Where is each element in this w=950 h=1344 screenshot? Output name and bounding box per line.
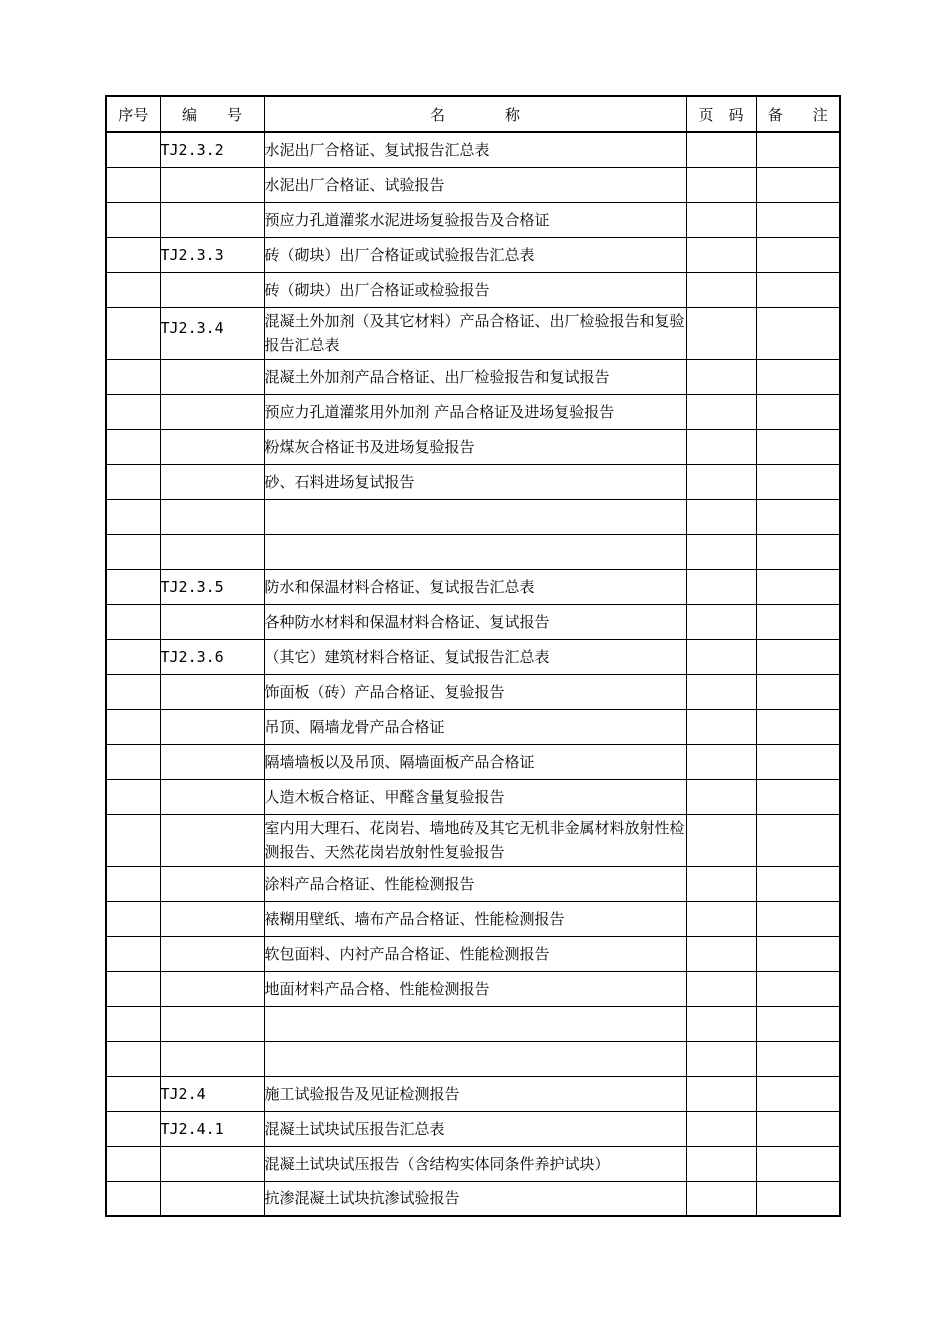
cell-serial-number — [106, 744, 160, 779]
table-row — [106, 499, 840, 534]
cell-code: TJ2.3.2 — [160, 132, 264, 167]
cell-code — [160, 709, 264, 744]
cell-code — [160, 534, 264, 569]
table-row — [106, 866, 840, 901]
cell-serial-number — [106, 936, 160, 971]
cell-remarks — [756, 709, 840, 744]
cell-name: 地面材料产品合格、性能检测报告 — [264, 971, 686, 1006]
cell-page-number — [686, 901, 756, 936]
cell-serial-number — [106, 237, 160, 272]
cell-remarks — [756, 814, 840, 866]
cell-name: 施工试验报告及见证检测报告 — [264, 1076, 686, 1111]
cell-serial-number — [106, 709, 160, 744]
table-body — [106, 132, 840, 1216]
table-row — [106, 167, 840, 202]
cell-code — [160, 499, 264, 534]
cell-serial-number — [106, 272, 160, 307]
table-row — [106, 936, 840, 971]
cell-serial-number — [106, 674, 160, 709]
header-remarks: 备 注 — [756, 96, 840, 132]
cell-name: 吊顶、隔墙龙骨产品合格证 — [264, 709, 686, 744]
cell-page-number — [686, 202, 756, 237]
cell-page-number — [686, 272, 756, 307]
cell-code: TJ2.3.4 — [160, 307, 264, 359]
cell-remarks — [756, 429, 840, 464]
cell-remarks — [756, 1181, 840, 1216]
cell-name: 防水和保温材料合格证、复试报告汇总表 — [264, 569, 686, 604]
cell-remarks — [756, 1111, 840, 1146]
cell-name: 饰面板（砖）产品合格证、复验报告 — [264, 674, 686, 709]
cell-name: 预应力孔道灌浆用外加剂 产品合格证及进场复验报告 — [264, 394, 686, 429]
cell-page-number — [686, 1146, 756, 1181]
cell-serial-number — [106, 499, 160, 534]
cell-remarks — [756, 639, 840, 674]
cell-page-number — [686, 866, 756, 901]
cell-code — [160, 464, 264, 499]
table-row — [106, 394, 840, 429]
cell-name: （其它）建筑材料合格证、复试报告汇总表 — [264, 639, 686, 674]
table-row — [106, 1041, 840, 1076]
cell-serial-number — [106, 1041, 160, 1076]
cell-remarks — [756, 272, 840, 307]
cell-page-number — [686, 499, 756, 534]
table-row — [106, 901, 840, 936]
cell-code — [160, 1006, 264, 1041]
cell-page-number — [686, 394, 756, 429]
cell-name: 砖（砌块）出厂合格证或试验报告汇总表 — [264, 237, 686, 272]
cell-page-number — [686, 674, 756, 709]
cell-page-number — [686, 569, 756, 604]
cell-page-number — [686, 307, 756, 359]
cell-name — [264, 534, 686, 569]
cell-remarks — [756, 569, 840, 604]
header-code: 编 号 — [160, 96, 264, 132]
table-row — [106, 1181, 840, 1216]
table-row — [106, 604, 840, 639]
cell-code — [160, 167, 264, 202]
cell-serial-number — [106, 429, 160, 464]
cell-code — [160, 814, 264, 866]
cell-page-number — [686, 167, 756, 202]
table-row — [106, 971, 840, 1006]
header-page-number: 页 码 — [686, 96, 756, 132]
cell-code — [160, 202, 264, 237]
cell-page-number — [686, 639, 756, 674]
cell-serial-number — [106, 464, 160, 499]
cell-remarks — [756, 167, 840, 202]
cell-name: 混凝土试块试压报告（含结构实体同条件养护试块） — [264, 1146, 686, 1181]
cell-remarks — [756, 464, 840, 499]
cell-name: 水泥出厂合格证、复试报告汇总表 — [264, 132, 686, 167]
cell-code — [160, 674, 264, 709]
cell-page-number — [686, 1006, 756, 1041]
cell-name: 水泥出厂合格证、试验报告 — [264, 167, 686, 202]
cell-code — [160, 936, 264, 971]
cell-serial-number — [106, 167, 160, 202]
cell-serial-number — [106, 814, 160, 866]
table-row — [106, 464, 840, 499]
cell-name: 室内用大理石、花岗岩、墙地砖及其它无机非金属材料放射性检测报告、天然花岗岩放射性复验报告 — [264, 814, 686, 866]
cell-code — [160, 779, 264, 814]
cell-name: 粉煤灰合格证书及进场复验报告 — [264, 429, 686, 464]
cell-name — [264, 1006, 686, 1041]
table-row — [106, 814, 840, 866]
cell-page-number — [686, 1181, 756, 1216]
cell-page-number — [686, 814, 756, 866]
cell-serial-number — [106, 779, 160, 814]
cell-remarks — [756, 779, 840, 814]
cell-name: 混凝土外加剂（及其它材料）产品合格证、出厂检验报告和复验报告汇总表 — [264, 307, 686, 359]
cell-serial-number — [106, 534, 160, 569]
cell-page-number — [686, 971, 756, 1006]
cell-remarks — [756, 1146, 840, 1181]
table-row — [106, 132, 840, 167]
cell-serial-number — [106, 1181, 160, 1216]
table-row — [106, 1076, 840, 1111]
header-serial-number: 序号 — [106, 96, 160, 132]
header-row — [106, 96, 840, 132]
cell-name: 混凝土外加剂产品合格证、出厂检验报告和复试报告 — [264, 359, 686, 394]
cell-page-number — [686, 237, 756, 272]
cell-name: 预应力孔道灌浆水泥进场复验报告及合格证 — [264, 202, 686, 237]
table-row — [106, 202, 840, 237]
cell-code — [160, 394, 264, 429]
cell-name: 裱糊用壁纸、墙布产品合格证、性能检测报告 — [264, 901, 686, 936]
cell-serial-number — [106, 901, 160, 936]
cell-name: 混凝土试块试压报告汇总表 — [264, 1111, 686, 1146]
cell-remarks — [756, 202, 840, 237]
cell-page-number — [686, 936, 756, 971]
cell-serial-number — [106, 1146, 160, 1181]
cell-name: 隔墙墙板以及吊顶、隔墙面板产品合格证 — [264, 744, 686, 779]
table-row — [106, 534, 840, 569]
cell-page-number — [686, 1076, 756, 1111]
cell-serial-number — [106, 394, 160, 429]
table-row — [106, 429, 840, 464]
cell-page-number — [686, 464, 756, 499]
table-row — [106, 1146, 840, 1181]
cell-name: 软包面料、内衬产品合格证、性能检测报告 — [264, 936, 686, 971]
cell-code — [160, 971, 264, 1006]
cell-name: 砖（砌块）出厂合格证或检验报告 — [264, 272, 686, 307]
header-name: 名 称 — [264, 96, 686, 132]
cell-name: 各种防水材料和保温材料合格证、复试报告 — [264, 604, 686, 639]
cell-serial-number — [106, 1006, 160, 1041]
cell-page-number — [686, 709, 756, 744]
table-row — [106, 569, 840, 604]
cell-code: TJ2.3.3 — [160, 237, 264, 272]
cell-name: 抗渗混凝土试块抗渗试验报告 — [264, 1181, 686, 1216]
table-row — [106, 1111, 840, 1146]
cell-name: 砂、石料进场复试报告 — [264, 464, 686, 499]
cell-code — [160, 1181, 264, 1216]
cell-remarks — [756, 307, 840, 359]
cell-serial-number — [106, 1111, 160, 1146]
table-row — [106, 359, 840, 394]
cell-code — [160, 1041, 264, 1076]
cell-name: 人造木板合格证、甲醛含量复验报告 — [264, 779, 686, 814]
cell-code — [160, 1146, 264, 1181]
table-row — [106, 272, 840, 307]
cell-page-number — [686, 1041, 756, 1076]
cell-remarks — [756, 359, 840, 394]
cell-remarks — [756, 674, 840, 709]
table-row — [106, 709, 840, 744]
cell-code — [160, 604, 264, 639]
cell-page-number — [686, 359, 756, 394]
table-row — [106, 779, 840, 814]
cell-serial-number — [106, 866, 160, 901]
cell-code — [160, 866, 264, 901]
cell-name — [264, 1041, 686, 1076]
cell-remarks — [756, 534, 840, 569]
cell-serial-number — [106, 639, 160, 674]
cell-remarks — [756, 971, 840, 1006]
cell-page-number — [686, 429, 756, 464]
cell-remarks — [756, 1076, 840, 1111]
cell-code — [160, 429, 264, 464]
cell-page-number — [686, 779, 756, 814]
cell-remarks — [756, 1041, 840, 1076]
cell-serial-number — [106, 1076, 160, 1111]
cell-code — [160, 272, 264, 307]
document-index-table — [105, 95, 841, 1217]
cell-remarks — [756, 499, 840, 534]
cell-serial-number — [106, 132, 160, 167]
cell-page-number — [686, 534, 756, 569]
table-row — [106, 639, 840, 674]
cell-name — [264, 499, 686, 534]
table-row — [106, 307, 840, 359]
cell-code — [160, 744, 264, 779]
cell-page-number — [686, 1111, 756, 1146]
cell-serial-number — [106, 359, 160, 394]
cell-serial-number — [106, 307, 160, 359]
cell-remarks — [756, 936, 840, 971]
cell-remarks — [756, 1006, 840, 1041]
cell-serial-number — [106, 569, 160, 604]
cell-code — [160, 359, 264, 394]
cell-remarks — [756, 604, 840, 639]
cell-page-number — [686, 744, 756, 779]
cell-name: 涂料产品合格证、性能检测报告 — [264, 866, 686, 901]
cell-code: TJ2.3.6 — [160, 639, 264, 674]
cell-serial-number — [106, 604, 160, 639]
cell-remarks — [756, 866, 840, 901]
cell-remarks — [756, 744, 840, 779]
cell-page-number — [686, 604, 756, 639]
cell-remarks — [756, 237, 840, 272]
table-row — [106, 674, 840, 709]
cell-code: TJ2.4 — [160, 1076, 264, 1111]
cell-page-number — [686, 132, 756, 167]
cell-code — [160, 901, 264, 936]
cell-remarks — [756, 394, 840, 429]
cell-remarks — [756, 132, 840, 167]
cell-remarks — [756, 901, 840, 936]
table-row — [106, 237, 840, 272]
cell-serial-number — [106, 202, 160, 237]
cell-code: TJ2.4.1 — [160, 1111, 264, 1146]
cell-serial-number — [106, 971, 160, 1006]
table-header — [106, 96, 840, 132]
cell-code: TJ2.3.5 — [160, 569, 264, 604]
table-row — [106, 744, 840, 779]
table-row — [106, 1006, 840, 1041]
